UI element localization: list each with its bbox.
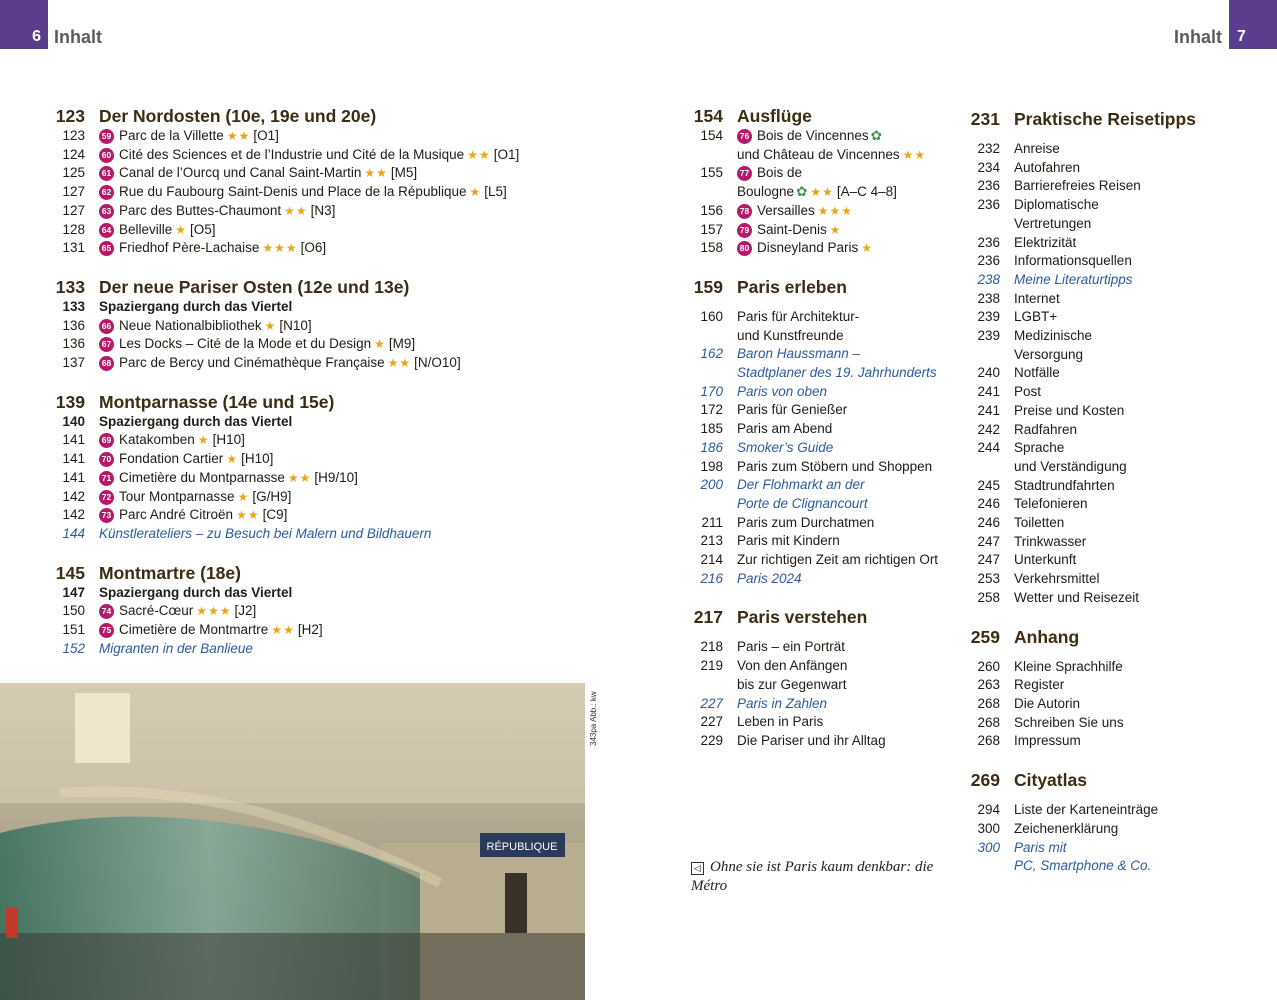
photo-credit: 343pa Abb.: kw — [589, 691, 598, 746]
running-header-left: Inhalt — [54, 27, 102, 47]
toc-feature-entry[interactable]: 152 Migranten in der Banlieue — [62, 640, 253, 656]
sight-number-badge: 73 — [99, 508, 114, 523]
toc-entry[interactable]: 198 Paris zum Stöbern und Shoppen — [700, 458, 933, 474]
toc-entry[interactable]: 213 Paris mit Kindern — [700, 533, 840, 549]
toc-entry[interactable]: 268 Die Autorin — [977, 695, 1081, 711]
toc-feature-entry[interactable]: 300 Paris mit — [977, 839, 1067, 855]
sight-number-badge: 77 — [737, 166, 752, 181]
toc-walk-entry[interactable]: 140 Spaziergang durch das Viertel — [62, 413, 293, 429]
toc-entry[interactable]: 160 Paris für Architektur- — [700, 308, 860, 324]
toc-entry[interactable]: 157 79 Saint-Denis ★ — [700, 221, 842, 237]
sight-number-badge: 80 — [737, 241, 752, 256]
toc-entry[interactable]: 268 Impressum — [977, 733, 1081, 749]
sight-number-badge: 64 — [99, 223, 114, 238]
sight-number-badge: 75 — [99, 623, 114, 638]
sight-number-badge: 61 — [99, 166, 114, 181]
green-tip-icon: ✿ — [796, 184, 808, 200]
sight-number-badge: 66 — [99, 319, 114, 334]
toc-entry[interactable]: 127 62 Rue du Faubourg Saint-Denis und Place de la République ★ [L5] — [62, 184, 507, 200]
toc-section-paris-verstehen — [673, 606, 963, 750]
toc-entry[interactable]: 158 80 Disneyland Paris ★ — [700, 240, 874, 256]
toc-entry[interactable]: 150 74 Sacré-Cœur ★★★ [J2] — [62, 603, 257, 619]
toc-entry[interactable]: 137 68 Parc de Bercy und Cinémathèque Française ★★ [N/O10] — [62, 355, 461, 371]
star-rating-icon: ★ — [374, 337, 386, 352]
star-rating-icon: ★★★ — [262, 241, 298, 256]
star-rating-icon: ★★★ — [817, 203, 854, 218]
star-rating-icon: ★ — [469, 185, 482, 200]
sight-number-badge: 72 — [99, 490, 114, 505]
toc-section-montmartre — [35, 562, 595, 659]
sight-number-badge: 70 — [99, 452, 114, 467]
star-rating-icon: ★★ — [287, 470, 312, 485]
running-header-right: Inhalt — [1174, 27, 1222, 47]
toc-chapter-heading[interactable]: 259 Anhang — [970, 626, 1080, 647]
toc-column-2 — [673, 105, 963, 769]
toc-entry[interactable]: 253 Verkehrsmittel — [977, 571, 1100, 587]
toc-entry-continuation[interactable]: Versorgung — [1014, 346, 1084, 362]
left-arrow-icon: ◁ — [691, 862, 704, 875]
sight-number-badge: 67 — [99, 337, 114, 352]
star-rating-icon: ★★ — [284, 203, 308, 218]
sight-number-badge: 63 — [99, 204, 114, 219]
toc-entry[interactable]: 263 Register — [977, 677, 1065, 693]
star-rating-icon: ★ — [197, 433, 210, 448]
toc-section-ausfluege — [673, 105, 963, 258]
toc-chapter-heading[interactable]: 231 Praktische Reisetipps — [970, 109, 1196, 129]
star-rating-icon: ★ — [226, 452, 239, 467]
toc-feature-entry[interactable]: 186 Smoker’s Guide — [700, 439, 834, 455]
toc-entry[interactable]: 142 73 Parc André Citroën ★★ [C9] — [62, 507, 288, 523]
toc-chapter-heading[interactable]: 217 Paris verstehen — [693, 607, 868, 628]
star-rating-icon: ★★ — [387, 356, 412, 371]
toc-entry[interactable]: 141 69 Katakomben ★ [H10] — [62, 432, 245, 448]
toc-feature-entry-continuation[interactable]: Porte de Clignancourt — [737, 495, 868, 511]
sight-number-badge: 79 — [737, 223, 752, 238]
toc-walk-entry[interactable]: 147 Spaziergang durch das Viertel — [62, 584, 293, 600]
toc-entry[interactable]: 258 Wetter und Reisezeit — [977, 589, 1140, 605]
toc-entry[interactable]: 141 71 Cimetière du Montparnasse ★★ [H9/10] — [62, 469, 358, 485]
toc-entry[interactable]: 128 64 Belleville ★ [O5] — [62, 221, 216, 237]
toc-feature-entry[interactable]: 144 Künstlerateliers – zu Besuch bei Malern und Bildhauern — [62, 525, 432, 541]
toc-entry[interactable]: 219 Von den Anfängen — [700, 658, 848, 674]
toc-entry[interactable]: 185 Paris am Abend — [700, 421, 833, 437]
toc-entry[interactable]: 268 Schreiben Sie uns — [977, 714, 1124, 730]
toc-feature-entry-continuation[interactable]: PC, Smartphone & Co. — [1014, 858, 1152, 874]
toc-feature-entry[interactable]: 238 Meine Literaturtipps — [977, 271, 1133, 287]
toc-entry[interactable]: 246 Telefonieren — [977, 496, 1088, 512]
star-rating-icon: ★★ — [902, 147, 927, 162]
toc-entry[interactable]: 239 LGBT+ — [977, 309, 1058, 325]
toc-chapter-heading[interactable]: 159 Paris erleben — [693, 276, 847, 297]
toc-section-cityatlas — [950, 769, 1250, 876]
toc-entry-continuation[interactable]: bis zur Gegenwart — [737, 676, 847, 692]
toc-section-anhang — [950, 626, 1250, 752]
star-rating-icon: ★★ — [236, 508, 260, 523]
sight-number-badge: 74 — [99, 604, 114, 619]
toc-entry[interactable]: 127 63 Parc des Buttes-Chaumont ★★ [N3] — [62, 202, 336, 218]
star-rating-icon: ★ — [264, 318, 277, 333]
toc-entry[interactable]: 156 78 Versailles ★★★ — [700, 202, 854, 218]
toc-entry-continuation[interactable]: und Verständigung — [1014, 458, 1127, 474]
toc-entry[interactable]: 242 Radfahren — [977, 421, 1078, 437]
toc-entry[interactable]: 155 77 Bois de — [700, 165, 803, 181]
page-number-right: 7 — [1229, 0, 1277, 49]
toc-entry[interactable]: 238 Internet — [977, 290, 1060, 306]
toc-entry-continuation[interactable]: Vertretungen — [1014, 215, 1092, 231]
sight-number-badge: 59 — [99, 129, 114, 144]
star-rating-icon: ★★ — [810, 185, 834, 200]
sight-number-badge: 65 — [99, 241, 114, 256]
toc-entry[interactable]: 246 Toiletten — [977, 515, 1065, 531]
toc-section-paris-erleben — [673, 276, 963, 589]
toc-entry[interactable]: 247 Unterkunft — [977, 552, 1077, 568]
toc-entry-continuation[interactable]: und Château de Vincennes ★★ — [737, 146, 927, 162]
toc-heading[interactable]: 123 Der Nordosten (10e, 19e und 20e) — [55, 106, 377, 126]
toc-feature-entry-continuation[interactable]: Stadtplaner des 19. Jahrhunderts — [737, 365, 937, 381]
toc-entry[interactable]: 123 59 Parc de la Villette ★★ [O1] — [62, 128, 279, 143]
toc-entry[interactable]: 240 Notfälle — [977, 365, 1060, 381]
star-rating-icon: ★★ — [271, 623, 295, 638]
toc-entry[interactable]: 154 76 Bois de Vincennes ✿ — [700, 128, 882, 143]
toc-entry[interactable]: 172 Paris für Genießer — [700, 402, 848, 418]
toc-entry[interactable]: 136 67 Les Docks – Cité de la Mode et du Design ★ [M9] — [62, 336, 416, 352]
toc-heading[interactable]: 139 Montparnasse (14e und 15e) — [55, 391, 335, 412]
star-rating-icon: ★★ — [226, 129, 251, 143]
station-sign: RÉPUBLIQUE — [486, 841, 558, 853]
star-rating-icon: ★★ — [364, 166, 388, 181]
toc-heading[interactable]: 133 Der neue Pariser Osten (12e und 13e) — [55, 276, 410, 297]
toc-entry[interactable]: 241 Post — [977, 384, 1042, 400]
metro-train-illustration — [0, 683, 585, 1000]
sight-number-badge: 76 — [737, 129, 752, 144]
sight-number-badge: 62 — [99, 185, 114, 200]
toc-entry[interactable]: 236 Informationsquellen — [977, 253, 1132, 269]
photo-caption: ◁ Ohne sie ist Paris kaum denkbar: die Métro — [691, 859, 934, 894]
toc-entry-continuation[interactable]: und Kunstfreunde — [737, 327, 844, 343]
toc-entry[interactable]: 300 Zeichenerklärung — [977, 820, 1119, 836]
toc-chapter-heading[interactable]: 269 Cityatlas — [970, 770, 1087, 791]
toc-heading[interactable]: 145 Montmartre (18e) — [55, 562, 241, 583]
toc-feature-entry[interactable]: 162 Baron Haussmann – — [700, 346, 861, 362]
toc-heading[interactable]: 154 Ausflüge — [693, 106, 812, 126]
green-tip-icon: ✿ — [870, 128, 882, 143]
toc-entry[interactable]: 142 72 Tour Montparnasse ★ [G/H9] — [62, 488, 292, 504]
star-rating-icon: ★ — [175, 222, 188, 237]
toc-entry[interactable]: 229 Die Pariser und ihr Alltag — [700, 732, 886, 748]
toc-section-reisetipps — [950, 108, 1250, 608]
toc-entry[interactable]: 241 Preise und Kosten — [977, 402, 1125, 418]
toc-entry[interactable]: 136 66 Neue Nationalbibliothek ★ [N10] — [62, 317, 312, 333]
toc-section-montparnasse — [35, 391, 595, 544]
toc-entry[interactable]: 131 65 Friedhof Père-Lachaise ★★★ [O6] — [62, 240, 327, 256]
toc-entry[interactable]: 214 Zur richtigen Zeit am richtigen Ort — [700, 552, 939, 568]
toc-entry[interactable]: 218 Paris – ein Porträt — [700, 639, 846, 655]
sight-number-badge: 60 — [99, 148, 114, 163]
toc-entry-continuation[interactable]: Boulogne ✿ ★★ [A–C 4–8] — [737, 184, 897, 200]
toc-entry[interactable]: 239 Medizinische — [977, 328, 1093, 344]
toc-walk-entry[interactable]: 133 Spaziergang durch das Viertel — [62, 298, 293, 314]
toc-entry[interactable]: 236 Barrierefreies Reisen — [977, 178, 1141, 194]
star-rating-icon: ★★★ — [196, 604, 232, 619]
toc-entry[interactable]: 232 Anreise — [977, 141, 1060, 156]
toc-entry[interactable]: 211 Paris zum Durchatmen — [701, 514, 875, 530]
toc-entry[interactable]: 151 75 Cimetière de Montmartre ★★ [H2] — [62, 622, 323, 638]
sight-number-badge: 78 — [737, 204, 752, 219]
toc-entry[interactable]: 244 Sprache — [977, 440, 1065, 456]
star-rating-icon: ★★ — [467, 147, 491, 162]
toc-entry[interactable]: 260 Kleine Sprachhilfe — [977, 658, 1123, 674]
toc-entry[interactable]: 227 Leben in Paris — [700, 714, 824, 730]
toc-entry[interactable]: 124 60 Cité des Sciences et de l’Industrie und Cité de la Musique ★★ [O1] — [62, 146, 520, 162]
sight-number-badge: 71 — [99, 471, 114, 486]
toc-entry[interactable]: 234 Autofahren — [977, 159, 1081, 175]
toc-feature-entry[interactable]: 170 Paris von oben — [700, 383, 828, 399]
toc-entry[interactable]: 125 61 Canal de l’Ourcq und Canal Saint-Martin ★★ [M5] — [62, 165, 418, 181]
toc-entry[interactable]: 245 Stadtrundfahrten — [977, 477, 1115, 493]
toc-section-osten — [35, 276, 595, 373]
star-rating-icon: ★ — [237, 489, 250, 504]
toc-column-1 — [35, 105, 595, 676]
star-rating-icon: ★ — [829, 222, 842, 237]
toc-feature-entry[interactable]: 200 Der Flohmarkt an der — [700, 477, 865, 493]
toc-entry[interactable]: 236 Diplomatische — [977, 197, 1099, 213]
toc-section-nordosten — [35, 105, 595, 258]
toc-entry[interactable]: 236 Elektrizität — [977, 234, 1077, 250]
star-rating-icon: ★ — [861, 241, 874, 256]
toc-feature-entry[interactable]: 227 Paris in Zahlen — [700, 695, 828, 711]
sight-number-badge: 68 — [99, 356, 114, 371]
toc-entry[interactable]: 141 70 Fondation Cartier ★ [H10] — [62, 451, 274, 467]
toc-entry[interactable]: 247 Trinkwasser — [977, 533, 1087, 549]
toc-feature-entry[interactable]: 216 Paris 2024 — [700, 570, 802, 586]
metro-photo — [0, 683, 585, 1000]
toc-column-3 — [950, 108, 1250, 894]
sight-number-badge: 69 — [99, 433, 114, 448]
page-number-left: 6 — [0, 0, 48, 49]
toc-entry[interactable]: 294 Liste der Karteneinträge — [977, 802, 1159, 818]
